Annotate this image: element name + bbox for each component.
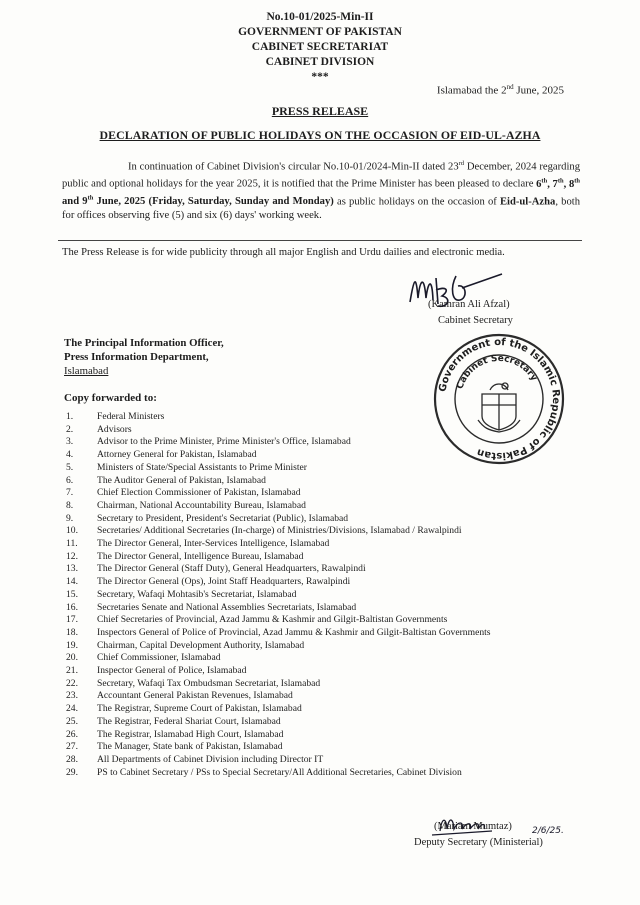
recipient-item	[66, 563, 491, 576]
recipient-number: 7.	[66, 487, 74, 499]
recipient-number: 15.	[66, 588, 78, 600]
recipient-number: 12.	[66, 550, 78, 562]
recipient-item	[66, 729, 491, 742]
recipient-item	[66, 500, 491, 513]
recipient-number: 3.	[66, 436, 74, 448]
recipient-number: 11.	[66, 538, 78, 550]
recipient-number: 5.	[66, 461, 74, 473]
recipient-item	[66, 551, 491, 564]
signature-date: 2/6/25.	[532, 826, 564, 836]
recipient-number: 23.	[66, 690, 78, 702]
recipient-text: Chief Election Commissioner of Pakistan, Islamabad	[97, 487, 301, 499]
recipient-number: 28.	[66, 753, 78, 765]
recipient-text: The Registrar, Supreme Court of Pakistan, Islamabad	[97, 703, 302, 715]
press-release-title: PRESS RELEASE	[271, 104, 369, 118]
recipient-item	[66, 576, 491, 589]
recipient-item	[66, 627, 491, 640]
recipient-text: Federal Ministers	[97, 411, 165, 422]
recipient-text: Secretary to President, President's Secretariat (Public), Islamabad	[97, 512, 349, 524]
recipient-item	[66, 411, 491, 424]
recipient-text: The Director General (Ops), Joint Staff Headquarters, Rawalpindi	[97, 576, 351, 588]
subject-heading: DECLARATION OF PUBLIC HOLIDAYS ON THE OCCASION OF EID-UL-AZHA	[99, 128, 541, 142]
recipient-text: Secretary, Wafaqi Tax Ombudsman Secretariat, Islamabad	[97, 677, 321, 689]
dateline: Islamabad the 2nd June, 2025	[436, 83, 564, 97]
recipient-item	[66, 525, 491, 538]
recipient-item	[66, 716, 491, 729]
recipient-item	[66, 513, 491, 526]
recipient-text: Inspector General of Police, Islamabad	[97, 665, 247, 677]
recipient-text: Inspectors General of Police of Provincial, Azad Jammu & Kashmir and Gilgit-Baltistan Governments	[97, 626, 491, 638]
deputy-name: (Mariam Mumtaz)	[434, 821, 512, 832]
recipient-item	[66, 487, 491, 500]
letterhead	[0, 10, 640, 85]
recipient-text: Attorney General for Pakistan, Islamabad	[97, 449, 257, 461]
recipients-list	[66, 411, 491, 779]
recipient-text: Advisor to the Prime Minister, Prime Minister's Office, Islamabad	[97, 436, 351, 448]
recipient-number: 29.	[66, 766, 78, 778]
recipient-number: 22.	[66, 677, 78, 689]
recipient-number: 24.	[66, 703, 78, 715]
publicity-note: The Press Release is for wide publicity through all major English and Urdu dailies and electronic media.	[62, 247, 505, 258]
recipient-number: 2.	[66, 423, 74, 435]
recipient-number: 14.	[66, 576, 78, 588]
recipient-text: Chairman, National Accountability Bureau, Islamabad	[97, 499, 306, 511]
recipient-number: 21.	[66, 665, 78, 677]
recipient-item	[66, 767, 491, 780]
recipient-item	[66, 449, 491, 462]
divider	[58, 240, 582, 241]
recipient-text: The Auditor General of Pakistan, Islamabad	[97, 474, 266, 486]
recipient-number: 6.	[66, 474, 74, 486]
recipient-item	[66, 424, 491, 437]
secretariat-name: CABINET SECRETARIAT	[251, 41, 389, 53]
recipient-text: The Director General (Staff Duty), General Headquarters, Rawalpindi	[97, 563, 366, 575]
recipient-item	[66, 690, 491, 703]
recipient-text: Secretaries Senate and National Assemblies Secretariats, Islamabad	[97, 601, 357, 613]
recipient-text: The Registrar, Federal Shariat Court, Islamabad	[97, 715, 281, 727]
recipient-text: PS to Cabinet Secretary / PSs to Special Secretary/All Additional Secretaries, Cabinet Division	[97, 766, 462, 778]
recipient-item	[66, 462, 491, 475]
signatory-title: Cabinet Secretary	[438, 315, 513, 326]
recipient-text: Advisors	[97, 423, 132, 435]
recipient-number: 25.	[66, 715, 78, 727]
recipient-item	[66, 614, 491, 627]
recipient-number: 17.	[66, 614, 78, 626]
recipient-item	[66, 538, 491, 551]
separator-stars: ***	[311, 71, 329, 83]
recipient-number: 4.	[66, 449, 74, 461]
reference-number: No.10-01/2025-Min-II	[266, 11, 374, 23]
recipient-number: 13.	[66, 563, 78, 575]
signatory-name: (Kamran Ali Afzal)	[428, 299, 510, 310]
recipient-item	[66, 640, 491, 653]
seal-inner-text: Cabinet Secretary	[455, 353, 539, 391]
recipient-text: Chief Commissioner, Islamabad	[97, 652, 221, 664]
recipient-number: 26.	[66, 728, 78, 740]
recipient-item	[66, 602, 491, 615]
seal-outer-text: Government of the Islamic Republic of Pakistan	[437, 336, 562, 462]
recipient-text: Chairman, Capital Development Authority, Islamabad	[97, 639, 305, 651]
recipient-item	[66, 652, 491, 665]
addressee-line-3: Islamabad	[64, 365, 109, 377]
recipient-number: 8.	[66, 499, 74, 511]
recipient-text: Chief Secretaries of Provincial, Azad Jammu & Kashmir and Gilgit-Baltistan Governments	[97, 614, 448, 626]
recipient-item	[66, 475, 491, 488]
recipient-item	[66, 436, 491, 449]
recipient-text: The Registrar, Islamabad High Court, Islamabad	[97, 728, 284, 740]
recipient-item	[66, 589, 491, 602]
recipient-text: The Director General, Intelligence Bureau, Islamabad	[97, 550, 304, 562]
recipient-number: 18.	[66, 626, 78, 638]
body-paragraph: In continuation of Cabinet Division's circular No.10-01/2024-Min-II dated 23rd December, 2024 regarding public and optional holidays for the year 2025, it is notified that the Prime Minister has been pleased to declare 6th, 7th, 8th and 9th June, 2025 (Friday, Saturday, Sunday and Monday) as public holidays on the occasion of Eid-ul-Azha, both for offices observing five (5) and six (6) days' working week.	[62, 160, 581, 221]
recipient-item	[66, 703, 491, 716]
recipient-number: 1.	[66, 411, 74, 422]
recipient-number: 20.	[66, 652, 78, 664]
svg-text:Cabinet Secretary	[455, 354, 538, 391]
recipient-item	[66, 754, 491, 767]
recipient-number: 9.	[66, 512, 74, 524]
recipient-text: The Director General, Inter-Services Intelligence, Islamabad	[97, 538, 330, 550]
division-name: CABINET DIVISION	[265, 56, 375, 68]
recipient-text: Secretary, Wafaqi Mohtasib's Secretariat, Islamabad	[97, 588, 297, 600]
recipient-item	[66, 665, 491, 678]
recipient-item	[66, 678, 491, 691]
government-name: GOVERNMENT OF PAKISTAN	[238, 26, 402, 38]
recipient-text: Accountant General Pakistan Revenues, Islamabad	[97, 690, 293, 702]
deputy-title: Deputy Secretary (Ministerial)	[414, 837, 543, 848]
recipient-text: Ministers of State/Special Assistants to Prime Minister	[97, 461, 307, 473]
addressee-line-1: The Principal Information Officer,	[64, 337, 224, 349]
recipient-number: 19.	[66, 639, 78, 651]
recipient-item	[66, 741, 491, 754]
recipient-text: Secretaries/ Additional Secretaries (In-charge) of Ministries/Divisions, Islamabad / Rawalpindi	[97, 525, 462, 537]
recipient-text: All Departments of Cabinet Division including Director IT	[97, 753, 324, 765]
addressee-line-2: Press Information Department,	[64, 351, 209, 363]
copy-forwarded-heading: Copy forwarded to:	[64, 392, 157, 404]
addressee-block	[64, 336, 224, 378]
recipient-number: 16.	[66, 601, 78, 613]
recipient-number: 27.	[66, 741, 78, 753]
recipient-text: The Manager, State bank of Pakistan, Islamabad	[97, 741, 283, 753]
recipient-number: 10.	[66, 525, 78, 537]
